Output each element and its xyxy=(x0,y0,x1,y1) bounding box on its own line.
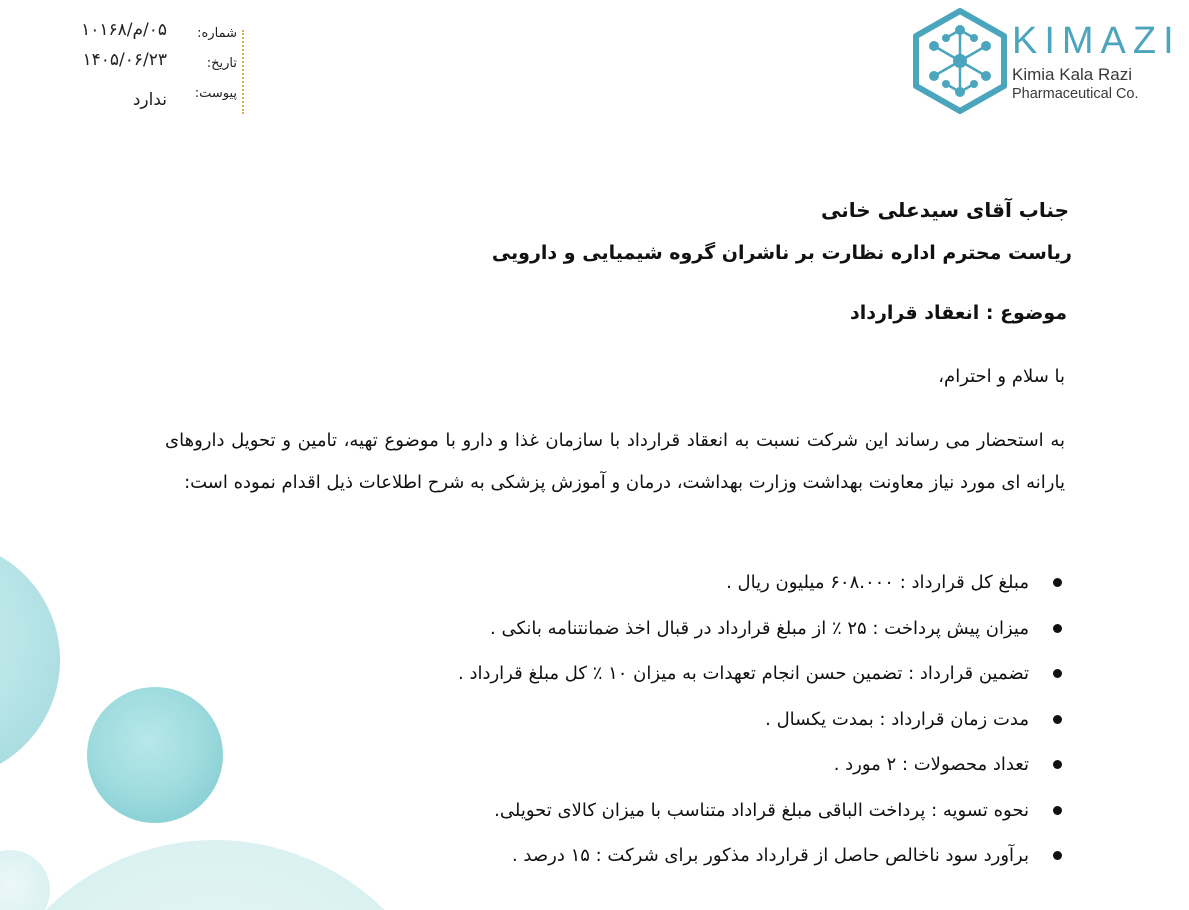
list-item xyxy=(289,748,1029,794)
bullet-icon xyxy=(1053,806,1062,815)
number-value: ۰۵/م/۱۰۱۶۸ xyxy=(81,20,167,40)
watermark-circle-small xyxy=(0,850,50,910)
list-item xyxy=(289,612,1029,658)
bullet-icon xyxy=(1053,578,1062,587)
list-item-text: برآورد سود ناخالص حاصل از قرارداد مذکور برای شرکت : ۱۵ درصد . xyxy=(511,845,1029,866)
bullet-icon xyxy=(1053,624,1062,633)
list-item-text: تضمین قرارداد : تضمین حسن انجام تعهدات به میزان ۱۰ ٪ کل مبلغ قرارداد . xyxy=(458,663,1029,684)
letter-subject: موضوع : انعقاد قرارداد xyxy=(849,302,1067,324)
attachment-value: ندارد xyxy=(132,90,167,110)
list-item-text: تعداد محصولات : ۲ مورد . xyxy=(833,754,1029,775)
company-logo xyxy=(912,8,1181,118)
salutation: جناب آقای سیدعلی خانی xyxy=(821,198,1069,222)
date-label: تاریخ: xyxy=(206,56,237,71)
reference-block xyxy=(52,14,247,110)
number-label: شماره: xyxy=(197,26,237,41)
list-item xyxy=(289,839,1029,885)
bullet-icon xyxy=(1053,715,1062,724)
brand-name: KIMAZI xyxy=(1012,20,1181,62)
bullet-icon xyxy=(1053,669,1062,678)
recipient-position: ریاست محترم اداره نظارت بر ناشران گروه شیمیایی و دارویی xyxy=(491,242,1072,264)
list-item-text: میزان پیش پرداخت : ۲۵ ٪ از مبلغ قرارداد در قبال اخذ ضمانتنامه بانکی . xyxy=(490,617,1029,639)
reference-divider xyxy=(242,30,244,114)
list-item-text: مدت زمان قرارداد : بمدت یکسال . xyxy=(765,708,1029,730)
greeting: با سلام و احترام، xyxy=(938,366,1065,387)
letter-body: به استحضار می رساند این شرکت نسبت به انعقاد قرارداد با سازمان غذا و دارو با موضوع تهیه، تامین و تحویل داروهای یارانه ای مورد نیاز معاونت بهداشت وزارت بهداشت، درمان و آموزش پزشکی به شرح اطلاعات ذیل اقدام نموده است: xyxy=(165,430,1065,493)
company-name: Kimia Kala Razi xyxy=(1012,65,1132,84)
bullet-icon xyxy=(1053,851,1062,860)
list-item xyxy=(289,794,1029,840)
watermark-circle-mid xyxy=(87,687,223,823)
list-item-text: نحوه تسویه : پرداخت الباقی مبلغ قراداد متناسب با میزان کالای تحویلی. xyxy=(494,799,1029,821)
list-item-text: مبلغ کل قرارداد : ۶۰۸.۰۰۰ میلیون ریال . xyxy=(726,572,1029,593)
company-type: Pharmaceutical Co. xyxy=(1012,86,1139,102)
molecule-hexagon-icon xyxy=(912,8,1008,114)
date-value: ۱۴۰۵/۰۶/۲۳ xyxy=(82,50,167,70)
list-item xyxy=(289,657,1029,703)
list-item xyxy=(289,566,1029,612)
bullet-icon xyxy=(1053,760,1062,769)
attachment-label: پیوست: xyxy=(194,86,237,101)
list-item xyxy=(289,703,1029,749)
watermark-circle-left xyxy=(0,540,60,780)
contract-details-list xyxy=(289,566,1029,885)
